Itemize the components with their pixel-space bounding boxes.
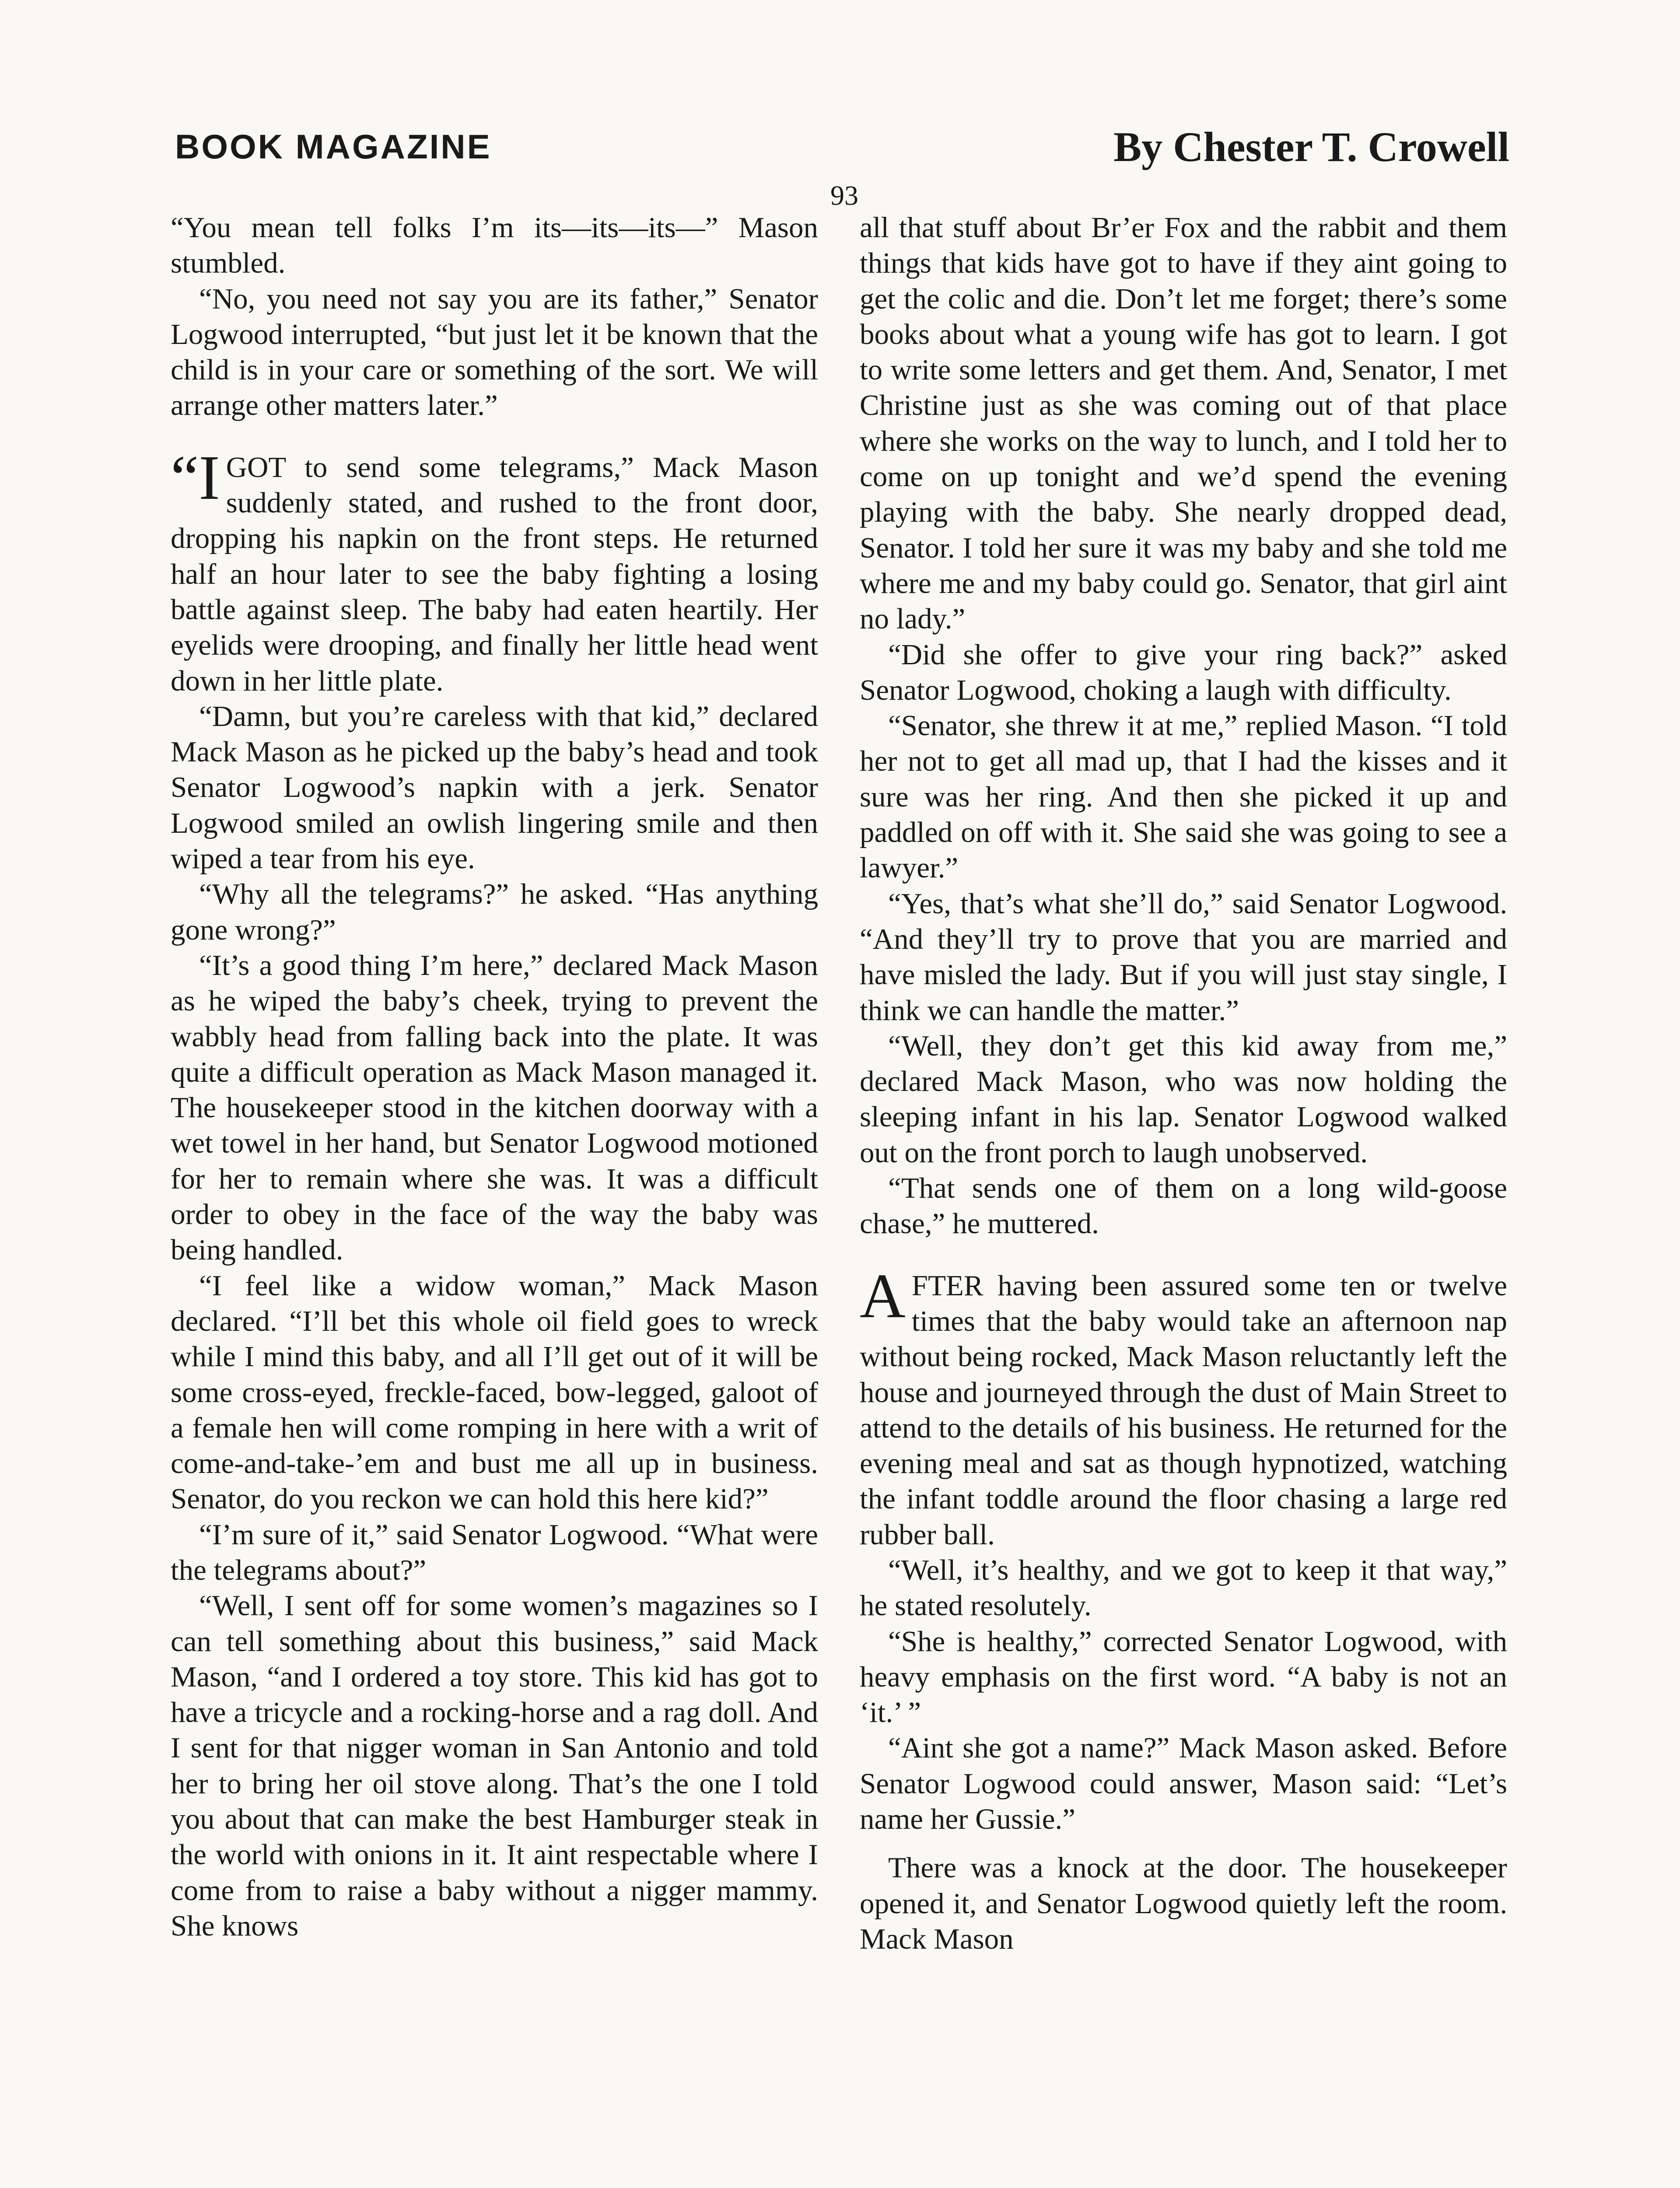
magazine-title: BOOK MAGAZINE bbox=[175, 127, 492, 166]
paragraph: “You mean tell folks I’m its—its—its—” Mason stumbled. bbox=[171, 211, 818, 280]
author-byline: By Chester T. Crowell bbox=[1113, 123, 1509, 170]
paragraph: “Yes, that’s what she’ll do,” said Senator Logwood. “And they’ll try to prove that you are married and have misled the lady. But if you will just stay single, I think we can handle the matter.” bbox=[860, 887, 1507, 1027]
paragraph: “Senator, she threw it at me,” replied Mason. “I told her not to get all mad up, that I had the kisses and it sure was her ring. And then she picked it up and paddled on off with it. She said she was going to see a lawyer.” bbox=[860, 709, 1507, 884]
paragraph: “Well, they don’t get this kid away from me,” declared Mack Mason, who was now holding the sleeping infant in his lap. Senator Logwood walked out on the front porch to laugh unobserved. bbox=[860, 1029, 1507, 1169]
paragraph: “Aint she got a name?” Mack Mason asked. Before Senator Logwood could answer, Mason said: “Let’s name her Gussie.” bbox=[860, 1732, 1507, 1836]
paragraph: “Damn, but you’re careless with that kid,” declared Mack Mason as he picked up the baby’s head and took Senator Logwood’s napkin with a jerk. Senator Logwood smiled an owlish lingering smile and then wiped a tear from his eye. bbox=[171, 700, 818, 875]
paragraph: “That sends one of them on a long wild-goose chase,” he muttered. bbox=[860, 1172, 1507, 1240]
paragraph: “It’s a good thing I’m here,” declared Mack Mason as he wiped the baby’s cheek, trying to prevent the wabbly head from falling back into the plate. It was quite a difficult operation as Mack Mason managed it. The housekeeper stood in the kitchen doorway with a wet towel in her hand, but Senator Logwood motioned for her to remain where she was. It was a difficult order to obey in the face of the way the baby was being handled. bbox=[171, 949, 818, 1266]
section-start-paragraph: “IGOT to send some telegrams,” Mack Mason suddenly stated, and rushed to the front door, dropping his napkin on the front steps. He returned half an hour later to see the baby fighting a losing battle against sleep. The baby had eaten heartily. Her eyelids were drooping, and finally her little head went down in her little plate. bbox=[171, 442, 818, 697]
paragraph: There was a knock at the door. The housekeeper opened it, and Senator Logwood quietly left the room. Mack Mason bbox=[860, 1851, 1507, 1955]
paragraph: “Did she offer to give your ring back?” asked Senator Logwood, choking a laugh with difficulty. bbox=[860, 638, 1507, 706]
paragraph: “I’m sure of it,” said Senator Logwood. “What were the telegrams about?” bbox=[171, 1518, 818, 1586]
drop-cap: A bbox=[860, 1261, 906, 1331]
right-column bbox=[860, 210, 1507, 1957]
paragraph: “Well, I sent off for some women’s magazines so I can tell something about this business,” said Mack Mason, “and I ordered a toy store. This kid has got to have a tricycle and a rocking-horse and a rag doll. And I sent for that nigger woman in San Antonio and told her to bring her oil stove along. That’s the one I told you about that can make the best Hamburger steak in the world with onions in it. It aint respectable where I come from to raise a baby without a nigger mammy. She knows bbox=[171, 1589, 818, 1942]
drop-cap: “I bbox=[171, 442, 220, 513]
paragraph: “Why all the telegrams?” he asked. “Has anything gone wrong?” bbox=[171, 878, 818, 946]
paragraph: all that stuff about Br’er Fox and the rabbit and them things that kids have got to have if they aint going to get the colic and die. Don’t let me forget; there’s some books about what a young wife has got to learn. I got to write some letters and get them. And, Senator, I met Christine just as she was coming out of that place where she works on the way to lunch, and I told her to come on up tonight and we’d spend the evening playing with the baby. She nearly dropped dead, Senator. I told her sure it was my baby and she told me where me and my baby could go. Senator, that girl aint no lady.” bbox=[860, 211, 1507, 635]
left-column bbox=[171, 210, 818, 1944]
paragraph: “Well, it’s healthy, and we got to keep it that way,” he stated resolutely. bbox=[860, 1553, 1507, 1622]
paragraph: “She is healthy,” corrected Senator Logwood, with heavy emphasis on the first word. “A baby is not an ‘it.’ ” bbox=[860, 1625, 1507, 1729]
paragraph: “No, you need not say you are its father,” Senator Logwood interrupted, “but just let it be known that the child is in your care or something of the sort. We will arrange other matters later.” bbox=[171, 282, 818, 422]
running-header bbox=[175, 123, 1509, 184]
paragraph: “I feel like a widow woman,” Mack Mason declared. “I’ll bet this whole oil field goes to wreck while I mind this baby, and all I’ll get out of it will be some cross-eyed, freckle-faced, bow-legged, galoot of a female hen will come romping in here with a writ of come-and-take-’em and bust me all up in business. Senator, do you reckon we can hold this here kid?” bbox=[171, 1269, 818, 1515]
section-start-paragraph: AFTER having been assured some ten or twelve times that the baby would take an afternoon nap without being rocked, Mack Mason reluctantly left the house and journeyed through the dust of Main Street to attend to the details of his business. He returned for the evening meal and sat as though hypnotized, watching the infant toddle around the floor chasing a large red rubber ball. bbox=[860, 1261, 1507, 1551]
page-number: 93 bbox=[830, 180, 858, 211]
